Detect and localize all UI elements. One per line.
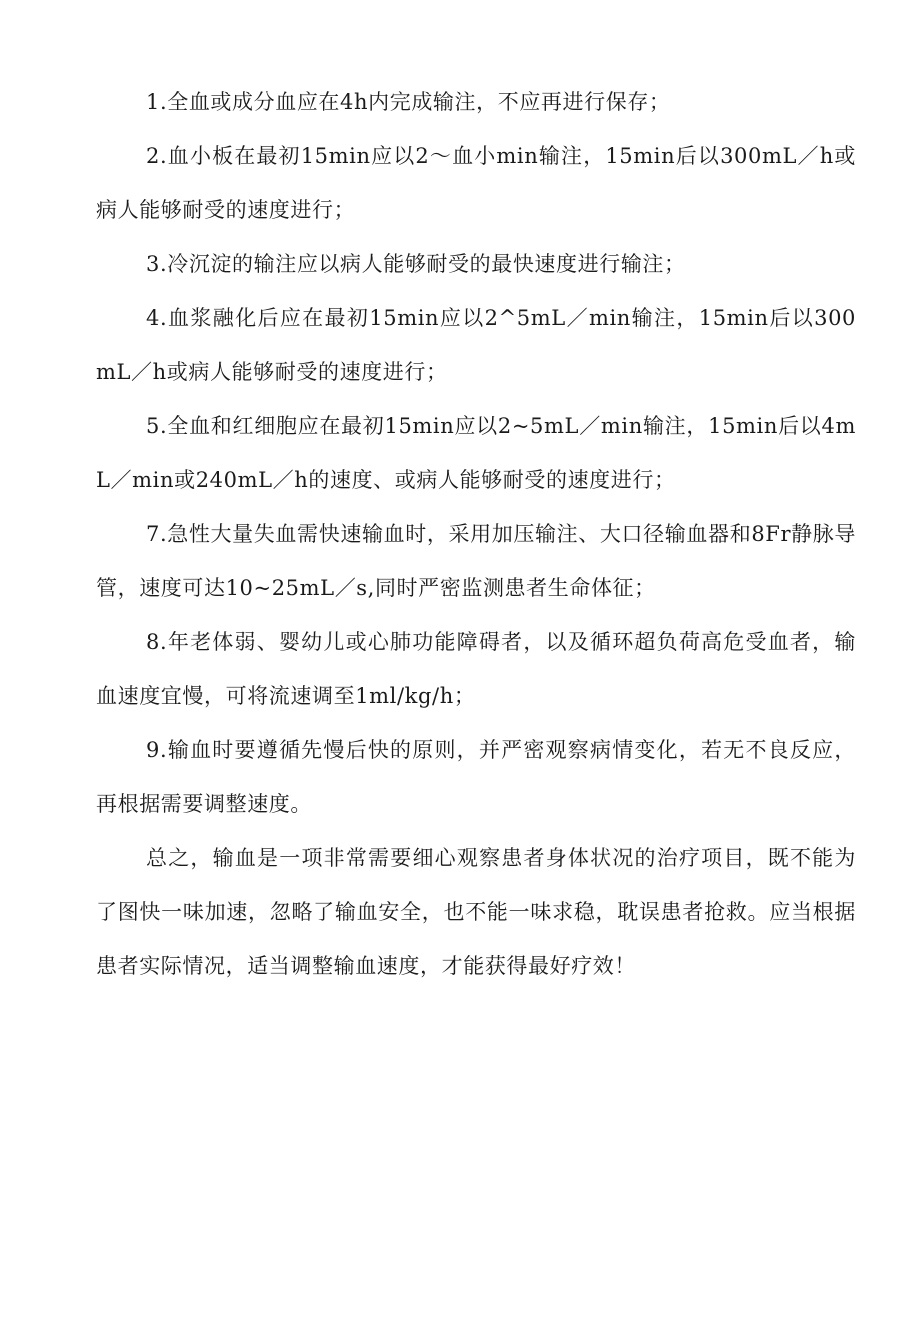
paragraph-conclusion: 总之，输血是一项非常需要细心观察患者身体状况的治疗项目，既不能为了图快一味加速，忽略了输血安全，也不能一味求稳，耽误患者抢救。应当根据患者实际情况，适当调整输血速度，才能获得最好疗效！ [96, 846, 856, 978]
paragraph-platelet-rate: 2.血小板在最初15min应以2～血小min输注，15min后以300mL／h或病人能够耐受的速度进行； [96, 144, 856, 222]
paragraph-cryoprecipitate-rate: 3.冷沉淀的输注应以病人能够耐受的最快速度进行输注； [146, 252, 686, 276]
paragraph-elderly-infant: 8.年老体弱、婴幼儿或心肺功能障碍者，以及循环超负荷高危受血者，输血速度宜慢，可将流速调至1ml/kg/h； [96, 630, 856, 708]
paragraph-slow-then-fast: 9.输血时要遵循先慢后快的原则，并严密观察病情变化，若无不良反应，再根据需要调整速度。 [96, 738, 856, 816]
paragraph-plasma-rate: 4.血浆融化后应在最初15min应以2^5mL／min输注，15min后以300mL／h或病人能够耐受的速度进行； [96, 306, 856, 384]
document-body [96, 75, 856, 993]
paragraph-whole-blood-storage: 1.全血或成分血应在4h内完成输注，不应再进行保存； [146, 90, 671, 114]
paragraph-red-cell-rate: 5.全血和红细胞应在最初15min应以2~5mL／min输注，15min后以4mL／min或240mL／h的速度、或病人能够耐受的速度进行； [96, 414, 856, 492]
paragraph-massive-hemorrhage: 7.急性大量失血需快速输血时，采用加压输注、大口径输血器和8Fr静脉导管，速度可达10~25mL／s,同时严密监测患者生命体征； [96, 522, 856, 600]
